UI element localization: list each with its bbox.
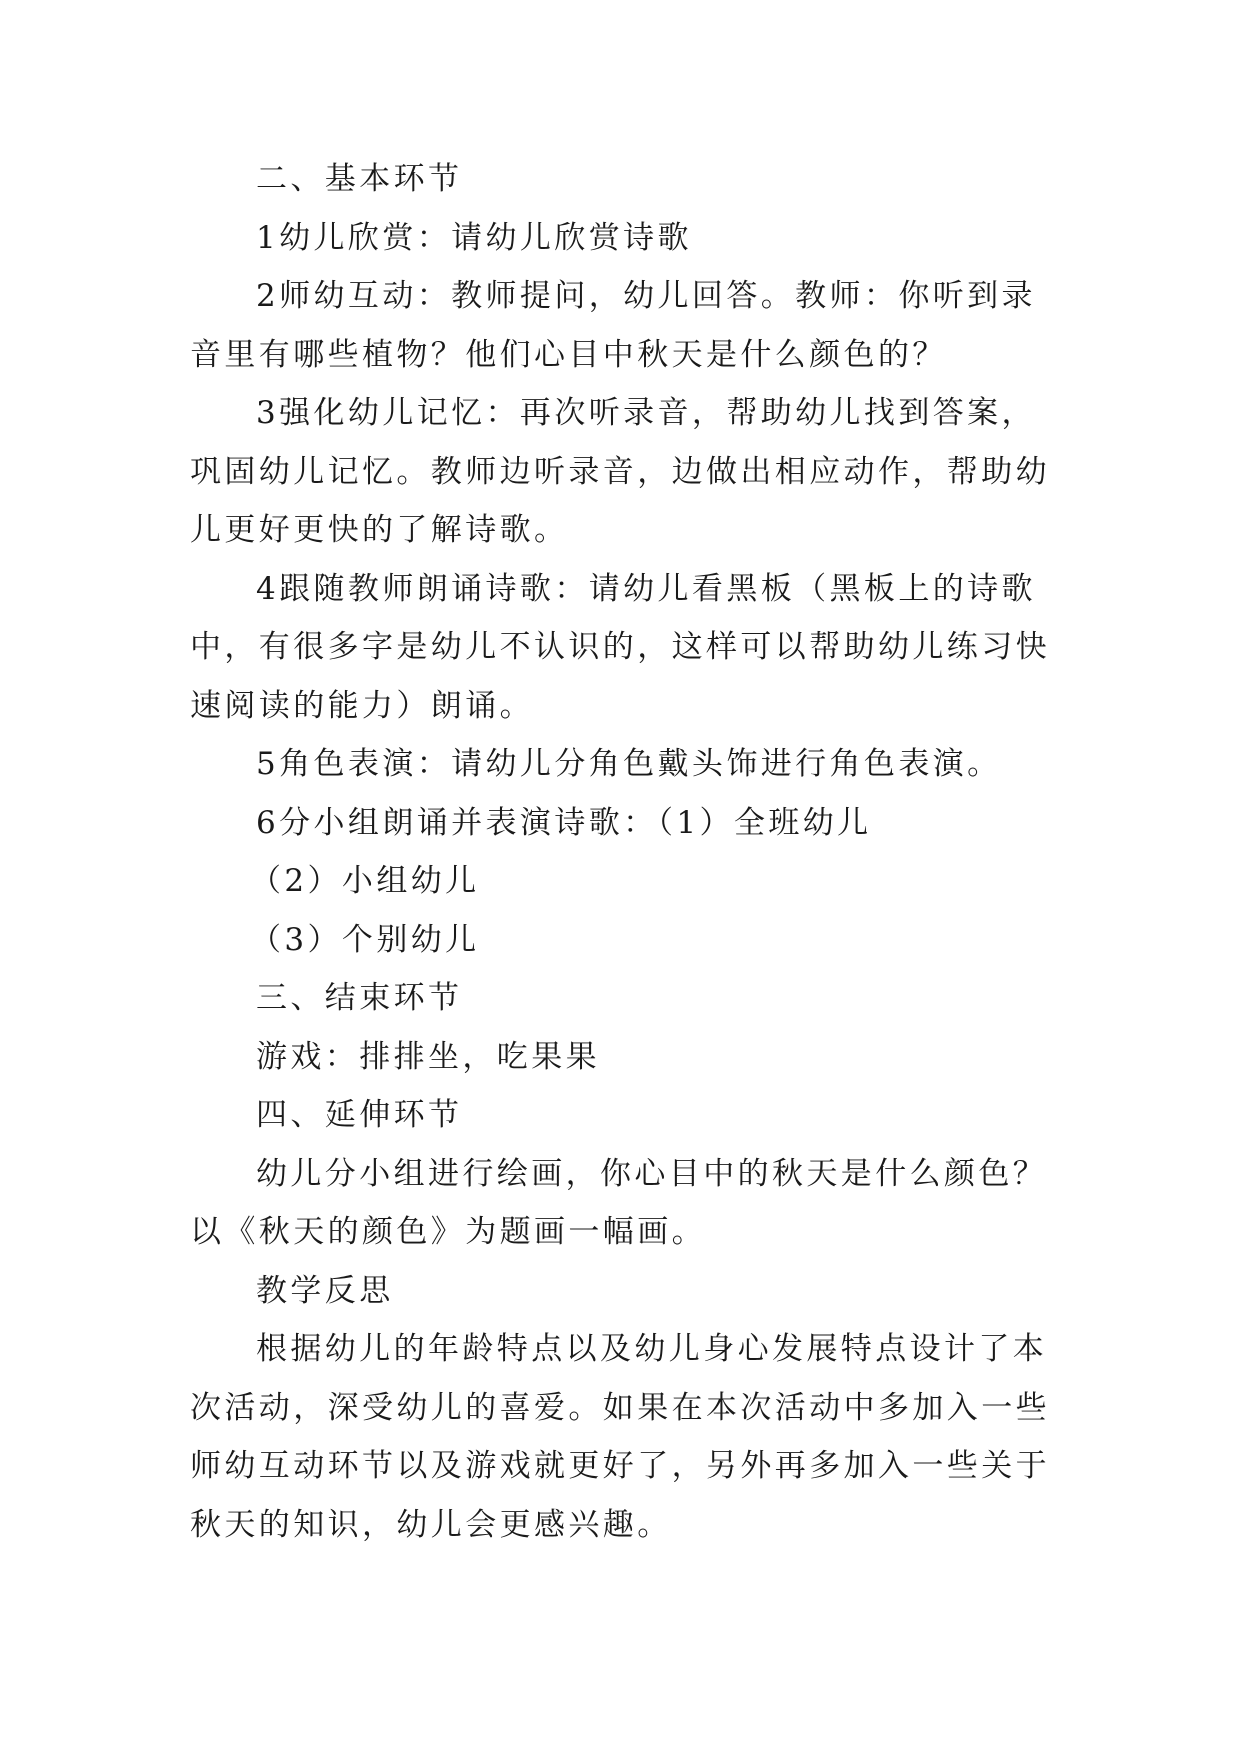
document-body	[190, 150, 1050, 1554]
section-heading-basic: 二、基本环节	[256, 161, 463, 197]
step-6-sub-item-2: （2）小组幼儿	[250, 863, 480, 899]
step-2-paragraph: 2师幼互动：教师提问，幼儿回答。教师：你听到录音里有哪些植物？他们心目中秋天是什么颜色的？	[190, 278, 1036, 373]
step-6-sub-item-3: （3）个别幼儿	[250, 921, 480, 958]
step-4-paragraph: 4跟随教师朗诵诗歌：请幼儿看黑板（黑板上的诗歌中，有很多字是幼儿不认识的，这样可以帮助幼儿练习快速阅读的能力）朗诵。	[190, 570, 1050, 724]
section-heading-reflection: 教学反思	[256, 1272, 394, 1309]
extension-paragraph: 幼儿分小组进行绘画，你心目中的秋天是什么颜色？以《秋天的颜色》为题画一幅画。	[190, 1155, 1048, 1250]
step-3-paragraph: 3强化幼儿记忆：再次听录音，帮助幼儿找到答案，巩固幼儿记忆。教师边听录音，边做出相应动作，帮助幼儿更好更快的了解诗歌。	[190, 395, 1050, 548]
section-heading-extension: 四、延伸环节	[256, 1097, 463, 1133]
step-1-paragraph: 1幼儿欣赏：请幼儿欣赏诗歌	[256, 219, 692, 256]
section-heading-ending: 三、结束环节	[256, 980, 463, 1016]
reflection-paragraph: 根据幼儿的年龄特点以及幼儿身心发展特点设计了本次活动，深受幼儿的喜爱。如果在本次活动中多加入一些师幼互动环节以及游戏就更好了，另外再多加入一些关于秋天的知识，幼儿会更感兴趣。	[190, 1331, 1050, 1543]
game-paragraph: 游戏：排排坐，吃果果	[256, 1038, 600, 1075]
step-6-paragraph: 6分小组朗诵并表演诗歌：（1）全班幼儿	[256, 804, 872, 841]
step-5-paragraph: 5角色表演：请幼儿分角色戴头饰进行角色表演。	[256, 746, 1002, 782]
